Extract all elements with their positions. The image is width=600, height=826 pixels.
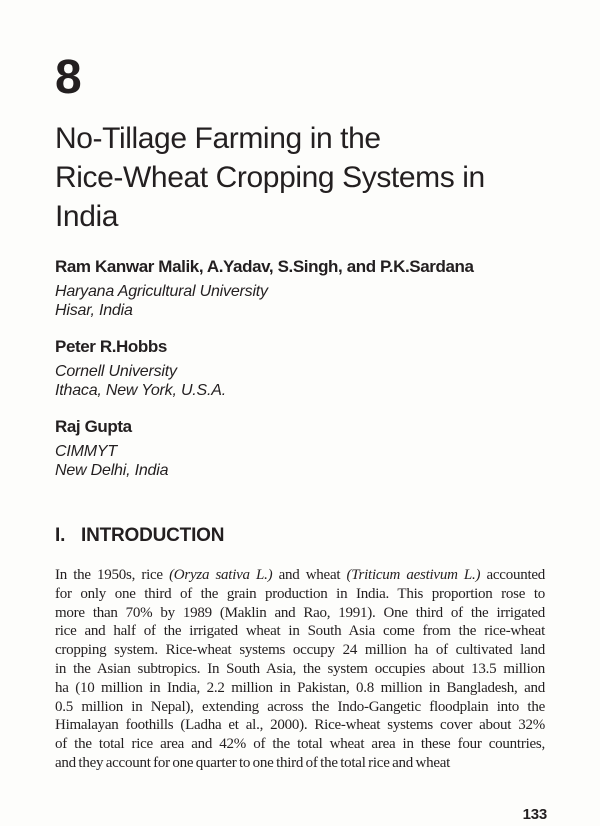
paragraph-line: Himalayan foothills (Ladha et al., 2000). Rice-wheat systems cover about 32%	[55, 717, 545, 734]
author-block	[55, 417, 545, 480]
paragraph-line: cropping system. Rice-wheat systems occupy 24 million ha of cultivated land	[55, 642, 545, 659]
section-title: INTRODUCTION	[81, 525, 225, 546]
paragraph-line: rice and half of the irrigated wheat in South Asia come from the rice-wheat	[55, 623, 545, 640]
author-affiliation: Hisar, India	[55, 302, 133, 319]
author-name: Raj Gupta	[55, 417, 132, 436]
author-block	[55, 257, 545, 320]
paragraph-line: In the 1950s, rice (Oryza sativa L.) and wheat (Triticum aestivum L.) accounted	[55, 567, 546, 583]
chapter-title-line: Rice-Wheat Cropping Systems in	[55, 161, 485, 194]
paragraph-line: 0.5 million in Nepal), extending across the Indo-Gangetic floodplain into the	[55, 698, 545, 715]
intro-paragraph	[55, 566, 545, 773]
paragraph-line: in the Asian subtropics. In South Asia, the system occupies about 13.5 million	[55, 660, 545, 677]
paragraph-line: ha (10 million in India, 2.2 million in Pakistan, 0.8 million in Bangladesh, and	[55, 679, 545, 696]
paragraph-line: and they account for one quarter to one third of the total rice and wheat	[55, 754, 451, 771]
section-numeral: I.	[55, 525, 66, 546]
author-affiliation: Haryana Agricultural University	[55, 283, 268, 300]
author-affiliation: Ithaca, New York, U.S.A.	[55, 382, 226, 399]
chapter-number: 8	[55, 51, 82, 104]
author-affiliation: New Delhi, India	[55, 462, 169, 479]
author-affiliation: Cornell University	[55, 363, 177, 380]
chapter-title	[55, 119, 545, 236]
chapter-title-line: India	[55, 200, 119, 233]
author-name: Ram Kanwar Malik, A.Yadav, S.Singh, and P.K.Sardana	[55, 257, 474, 276]
page-content	[0, 51, 600, 773]
authors-section	[55, 257, 545, 480]
page-number: 133	[522, 806, 547, 823]
paragraph-line: more than 70% by 1989 (Maklin and Rao, 1991). One third of the irrigated	[55, 604, 545, 621]
author-affiliation: CIMMYT	[55, 443, 117, 460]
paragraph-line: of the total rice area and 42% of the total wheat area in these four countries,	[55, 736, 545, 753]
paragraph-line: for only one third of the grain production in India. This proportion rose to	[55, 585, 545, 602]
chapter-title-line: No-Tillage Farming in the	[55, 122, 381, 155]
author-block	[55, 337, 545, 400]
author-name: Peter R.Hobbs	[55, 337, 167, 356]
section-heading	[55, 526, 545, 546]
